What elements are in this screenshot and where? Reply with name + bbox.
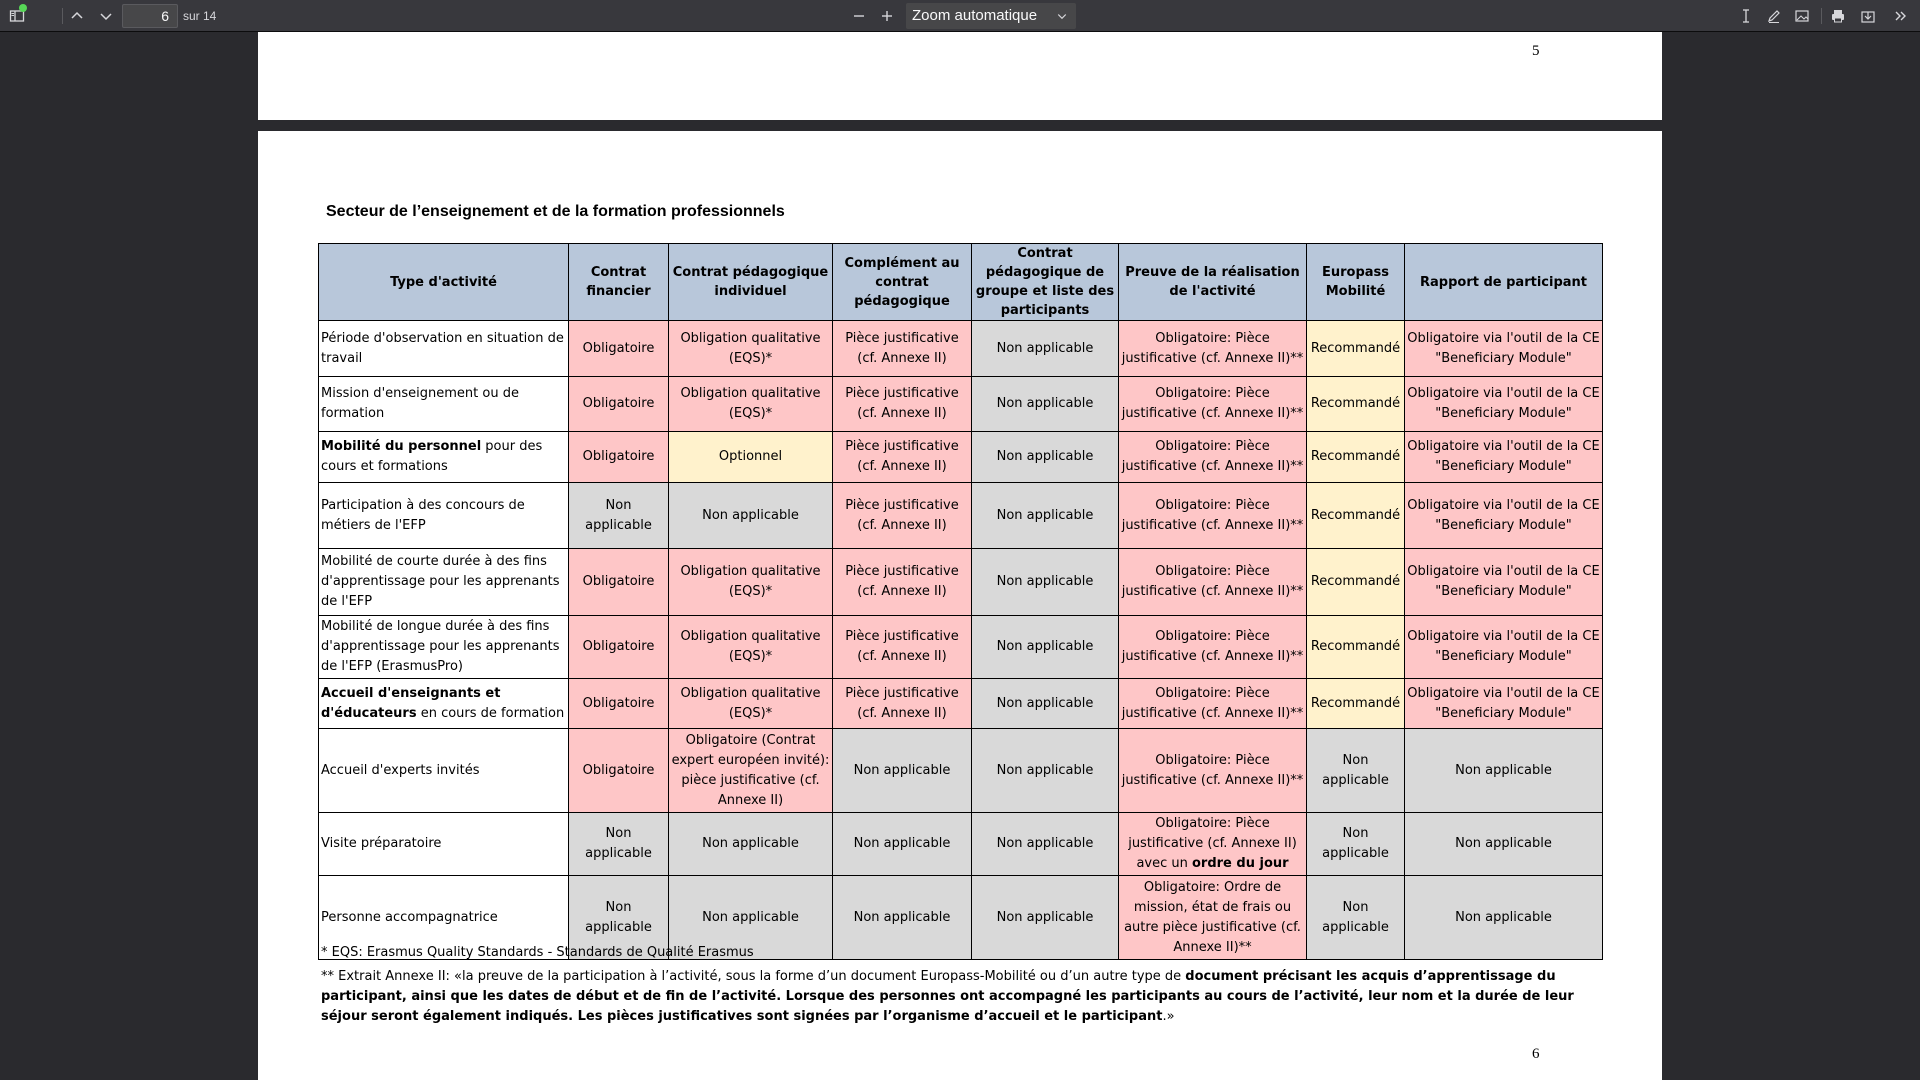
table-cell: Non applicable: [669, 813, 833, 876]
table-cell: Non applicable: [972, 549, 1119, 616]
table-cell: Non applicable: [833, 729, 972, 813]
table-cell: Recommandé: [1307, 432, 1405, 483]
table-row: [319, 321, 1603, 377]
table-row: [319, 813, 1603, 876]
table-cell: Obligatoire: Pièce justificative (cf. Annexe II)**: [1119, 483, 1307, 549]
table-cell: Pièce justificative (cf. Annexe II): [833, 616, 972, 679]
zoom-select[interactable]: [906, 3, 1076, 29]
table-cell: Recommandé: [1307, 549, 1405, 616]
arrow-down-icon[interactable]: [93, 4, 119, 28]
activity-text: Visite préparatoire: [321, 836, 442, 851]
print-icon[interactable]: [1825, 4, 1851, 28]
table-cell: Obligatoire: Ordre de mission, état de frais ou autre pièce justificative (cf. Annexe II)**: [1119, 876, 1307, 960]
table-cell: Non applicable: [1405, 813, 1603, 876]
table-cell: Non applicable: [1307, 813, 1405, 876]
table-cell: Obligatoire: Pièce justificative (cf. Annexe II)**: [1119, 432, 1307, 483]
table-cell: Obligatoire: Pièce justificative (cf. Annexe II)**: [1119, 549, 1307, 616]
column-header: Europass Mobilité: [1307, 244, 1405, 321]
table-cell: Obligatoire via l'outil de la CE "Beneficiary Module": [1405, 483, 1603, 549]
table-cell: Non applicable: [569, 876, 669, 960]
table-row: [319, 616, 1603, 679]
footnote-annex-text: ** Extrait Annexe II: «la preuve de la participation à l’activité, sous la forme d’un document Europass-Mobilité ou d’un autre type de: [321, 969, 1186, 984]
toolbar-separator: [62, 8, 63, 24]
table-cell: [1119, 813, 1307, 876]
activity-bold: Mobilité du personnel: [321, 439, 482, 454]
activity-text: pour des cours et formations: [321, 439, 543, 474]
documents-table: [318, 243, 1603, 960]
table-cell: Recommandé: [1307, 483, 1405, 549]
activity-text: en cours de formation: [416, 705, 565, 721]
table-cell: Obligation qualitative (EQS)*: [669, 616, 833, 679]
column-header: Contrat financier: [569, 244, 669, 321]
table-cell: Non applicable: [972, 679, 1119, 729]
more-tools-icon[interactable]: [1888, 4, 1914, 28]
zoom-out-icon[interactable]: [846, 4, 872, 28]
activity-cell: [319, 616, 569, 679]
arrow-up-icon[interactable]: [64, 4, 90, 28]
footnotes: [321, 943, 1611, 1031]
table-cell: Pièce justificative (cf. Annexe II): [833, 549, 972, 616]
table-row: [319, 432, 1603, 483]
image-icon[interactable]: [1789, 4, 1815, 28]
activity-text: Mobilité de longue durée à des fins d'apprentissage pour les apprenants de l'EFP (ErasmusPro): [321, 619, 560, 674]
save-icon[interactable]: [1855, 4, 1881, 28]
table-cell: Obligatoire: Pièce justificative (cf. Annexe II)**: [1119, 679, 1307, 729]
table-cell: Obligatoire via l'outil de la CE "Beneficiary Module": [1405, 432, 1603, 483]
table-cell: Non applicable: [972, 876, 1119, 960]
chevron-down-icon: [1056, 3, 1068, 31]
table-cell: Obligatoire: [569, 377, 669, 432]
column-header: Complément au contrat pédagogique: [833, 244, 972, 321]
table-cell: Obligatoire via l'outil de la CE "Beneficiary Module": [1405, 616, 1603, 679]
table-cell: Non applicable: [972, 813, 1119, 876]
footnote-annex: [321, 967, 1611, 1027]
activity-cell: [319, 679, 569, 729]
table-cell: Obligatoire: [569, 432, 669, 483]
page-number: 6: [1532, 1046, 1540, 1062]
table-cell: Pièce justificative (cf. Annexe II): [833, 321, 972, 377]
activity-cell: [319, 813, 569, 876]
table-cell: Obligatoire: Pièce justificative (cf. Annexe II)**: [1119, 729, 1307, 813]
table-cell: Obligation qualitative (EQS)*: [669, 549, 833, 616]
activity-text: Accueil d'experts invités: [321, 762, 480, 778]
page-count-label: sur 14: [183, 9, 217, 23]
table-cell: Obligation qualitative (EQS)*: [669, 377, 833, 432]
table-cell: Non applicable: [972, 729, 1119, 813]
table-row: [319, 729, 1603, 813]
activity-text: Période d'observation en situation de travail: [321, 330, 564, 366]
table-cell: Pièce justificative (cf. Annexe II): [833, 483, 972, 549]
table-cell: Pièce justificative (cf. Annexe II): [833, 679, 972, 729]
table-cell: Non applicable: [1405, 876, 1603, 960]
activity-text: Mission d'enseignement ou de formation: [321, 386, 519, 421]
table-cell: Non applicable: [1307, 729, 1405, 813]
table-cell: Pièce justificative (cf. Annexe II): [833, 377, 972, 432]
table-row: [319, 483, 1603, 549]
table-row: [319, 679, 1603, 729]
activity-cell: [319, 377, 569, 432]
table-cell: Obligatoire: [569, 679, 669, 729]
table-cell: Obligatoire: Pièce justificative (cf. Annexe II)**: [1119, 616, 1307, 679]
table-cell: Non applicable: [972, 432, 1119, 483]
table-cell: Optionnel: [669, 432, 833, 483]
pdf-page-current: [258, 131, 1662, 1080]
table-cell: Non applicable: [833, 813, 972, 876]
table-cell: Recommandé: [1307, 377, 1405, 432]
table-cell: Obligatoire: Pièce justificative (cf. Annexe II)**: [1119, 377, 1307, 432]
table-cell: Obligatoire: [569, 729, 669, 813]
table-cell: Obligatoire (Contrat expert européen invité): pièce justificative (cf. Annexe II): [669, 729, 833, 813]
text-cursor-icon[interactable]: [1733, 4, 1759, 28]
toolbar-separator: [1821, 8, 1822, 24]
proof-text: Obligatoire: Pièce justificative (cf. Annexe II) avec un: [1128, 816, 1297, 871]
table-cell: Obligatoire: [569, 549, 669, 616]
table-cell: Obligatoire via l'outil de la CE "Beneficiary Module": [1405, 549, 1603, 616]
column-header: Contrat pédagogique de groupe et liste des participants: [972, 244, 1119, 321]
activity-text: Mobilité de courte durée à des fins d'apprentissage pour les apprenants de l'EFP: [321, 554, 560, 609]
table-cell: Obligatoire: [569, 321, 669, 377]
footnote-annex-end: .»: [1162, 1009, 1175, 1024]
table-cell: Non applicable: [1405, 729, 1603, 813]
table-cell: Obligatoire: [569, 616, 669, 679]
table-cell: Non applicable: [972, 321, 1119, 377]
footnote-eqs: * EQS: Erasmus Quality Standards - Standards de Qualité Erasmus: [321, 945, 754, 960]
activity-text: Participation à des concours de métiers de l'EFP: [321, 497, 525, 533]
table-cell: Obligation qualitative (EQS)*: [669, 679, 833, 729]
table-cell: Non applicable: [1307, 876, 1405, 960]
activity-cell: [319, 321, 569, 377]
table-cell: Obligatoire via l'outil de la CE "Beneficiary Module": [1405, 321, 1603, 377]
zoom-in-icon[interactable]: [874, 4, 900, 28]
table-row: [319, 377, 1603, 432]
table-row: [319, 549, 1603, 616]
table-cell: Obligatoire: Pièce justificative (cf. Annexe II)**: [1119, 321, 1307, 377]
table-header-row: [319, 244, 1603, 321]
footnote-annex-bold: document précisant les acquis d’apprentissage du participant, ainsi que les dates de début et de fin de l’activité. Lorsque des personnes ont accompagné les participants au cours de l’activité, leur nom et la durée de leur séjour seront également indiqués. Les pièces justificatives sont signées par l’organisme d’accueil et le participant: [321, 969, 1574, 1024]
activity-cell: [319, 432, 569, 483]
table-cell: Non applicable: [972, 483, 1119, 549]
pen-icon[interactable]: [1761, 4, 1787, 28]
page-number-input[interactable]: 6: [122, 4, 178, 28]
activity-cell: [319, 549, 569, 616]
activity-text: Personne accompagnatrice: [321, 909, 498, 925]
column-header: Rapport de participant: [1405, 244, 1603, 321]
table-cell: Non applicable: [833, 876, 972, 960]
table-cell: Pièce justificative (cf. Annexe II): [833, 432, 972, 483]
column-header: Preuve de la réalisation de l'activité: [1119, 244, 1307, 321]
table-cell: Obligation qualitative (EQS)*: [669, 321, 833, 377]
table-cell: Non applicable: [972, 377, 1119, 432]
notification-dot: [19, 4, 27, 12]
section-title: Secteur de l’enseignement et de la formation professionnels: [326, 203, 785, 220]
column-header: Type d'activité: [319, 244, 569, 321]
table-cell: Obligatoire via l'outil de la CE "Beneficiary Module": [1405, 377, 1603, 432]
table-cell: Non applicable: [569, 813, 669, 876]
page-number: 5: [1532, 43, 1540, 59]
zoom-select-value: Zoom automatique: [912, 7, 1038, 24]
table-cell: Non applicable: [669, 483, 833, 549]
table-cell: Obligatoire via l'outil de la CE "Beneficiary Module": [1405, 679, 1603, 729]
table-cell: Non applicable: [569, 483, 669, 549]
activity-cell: [319, 729, 569, 813]
proof-bold: ordre du jour: [1192, 856, 1289, 871]
pdf-toolbar: [0, 0, 1920, 32]
activity-bold: Accueil d'enseignants et d'éducateurs: [321, 685, 501, 721]
table-cell: Recommandé: [1307, 679, 1405, 729]
pdf-page-previous: [258, 32, 1662, 120]
table-cell: Non applicable: [669, 876, 833, 960]
column-header: Contrat pédagogique individuel: [669, 244, 833, 321]
table-cell: Recommandé: [1307, 616, 1405, 679]
table-cell: Recommandé: [1307, 321, 1405, 377]
activity-cell: [319, 483, 569, 549]
table-cell: Non applicable: [972, 616, 1119, 679]
